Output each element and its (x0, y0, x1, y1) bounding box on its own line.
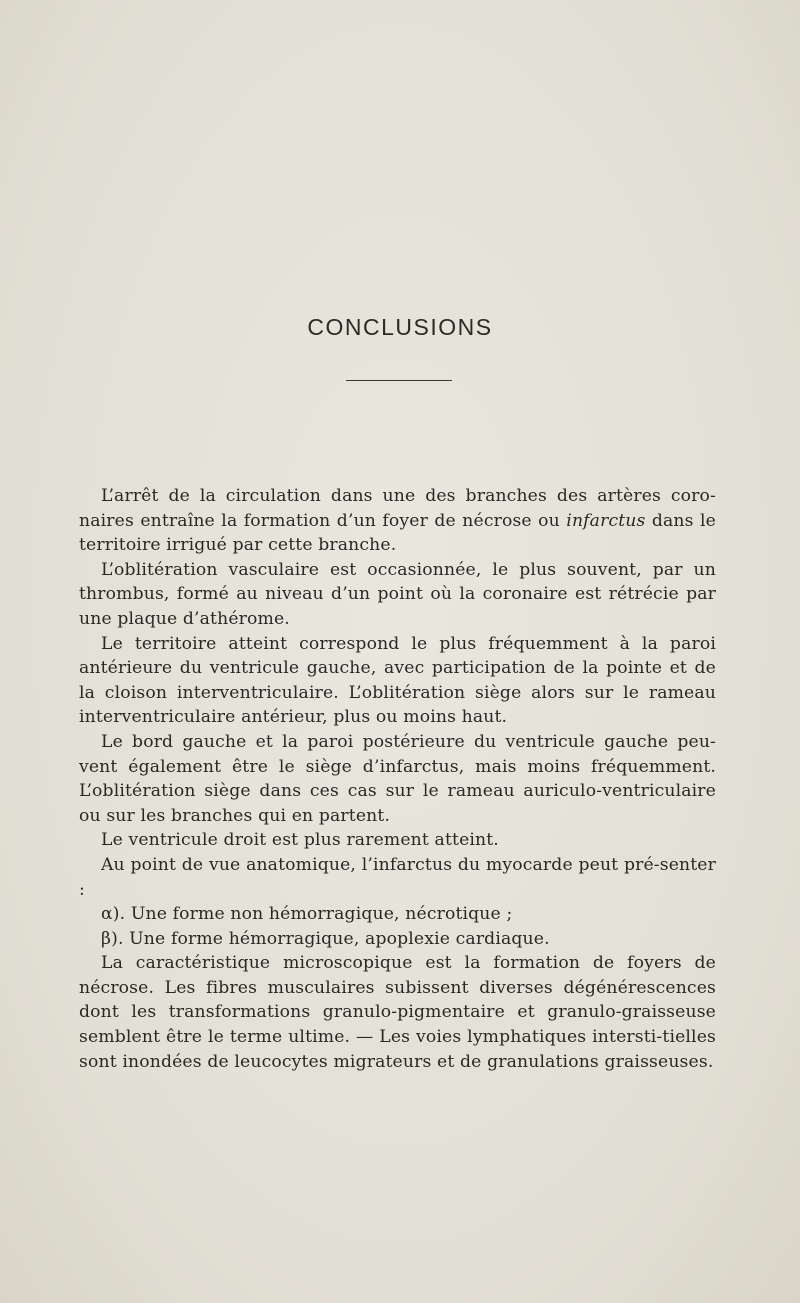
paragraph-text: dans le territoire irrigué par cette branche. (79, 510, 716, 556)
paragraph: Le territoire atteint correspond le plus fréquemment à la paroi antérieure du ventricule gauche, avec participation de la pointe et de la cloison interventriculaire. L’oblitération siège alors sur le rameau interventriculaire antérieur, plus ou moins haut. (79, 633, 716, 728)
paragraph (79, 484, 716, 558)
title-divider (346, 380, 452, 381)
list-item: β). Une forme hémorragique, apoplexie cardiaque. (101, 928, 550, 949)
list-item: α). Une forme non hémorragique, nécrotique ; (101, 904, 513, 925)
paragraph: Au point de vue anatomique, l’infarctus du myocarde peut pré-senter : (79, 854, 716, 900)
paragraph-text: L’arrêt de la circulation dans une des branches des artères coro-naires entraîne la formation d’un foyer de nécrose ou (79, 486, 716, 531)
document-body (79, 484, 716, 1074)
page-title: CONCLUSIONS (307, 314, 493, 340)
paragraph: L’oblitération vasculaire est occasionnée, le plus souvent, par un thrombus, formé au niveau d’un point où la coronaire est rétrécie par une plaque d’athérome. (79, 559, 716, 629)
italic-term: infarctus (566, 510, 646, 531)
paragraph: Le ventricule droit est plus rarement atteint. (101, 830, 499, 851)
paragraph: Le bord gauche et la paroi postérieure du ventricule gauche peu-vent également être le siège d’infarctus, mais moins fréquemment. L’oblitération siège dans ces cas sur le rameau auriculo-ventriculaire ou sur les branches qui en partent. (79, 731, 716, 826)
paragraph: La caractéristique microscopique est la formation de foyers de nécrose. Les fibres musculaires subissent diverses dégénérescences dont les transformations granulo-pigmentaire et granulo-graisseuse semblent être le terme ultime. — Les voies lymphatiques intersti-tielles sont inondées de leucocytes migrateurs et de granulations graisseuses. (79, 953, 716, 1072)
